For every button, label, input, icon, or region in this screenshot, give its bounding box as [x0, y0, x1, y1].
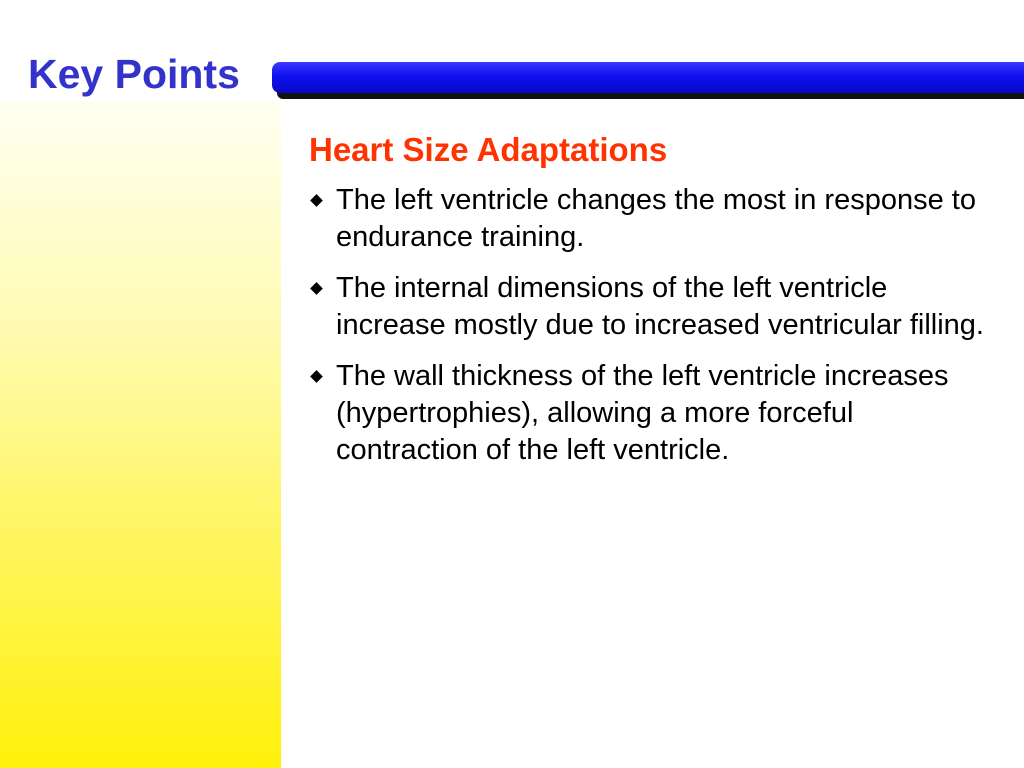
- bullet-text: The wall thickness of the left ventricle increases (hypertrophies), allowing a more forceful contraction of the left ventricle.: [336, 360, 949, 466]
- diamond-bullet-icon: [310, 194, 323, 207]
- bullet-text: The left ventricle changes the most in response to endurance training.: [336, 184, 976, 253]
- bullet-text: The internal dimensions of the left ventricle increase mostly due to increased ventricular filling.: [336, 272, 984, 341]
- diamond-bullet-icon: [310, 370, 323, 383]
- title-bar: [272, 62, 1024, 93]
- diamond-bullet-icon: [310, 282, 323, 295]
- yellow-gradient-side-panel: [0, 100, 281, 768]
- bullet-list: [309, 182, 999, 469]
- slide-content: [309, 128, 999, 483]
- bullet-item: [309, 270, 999, 344]
- bullet-item: [309, 358, 999, 469]
- slide-title: Key Points: [28, 51, 240, 97]
- section-heading: Heart Size Adaptations: [309, 131, 668, 168]
- bullet-item: [309, 182, 999, 256]
